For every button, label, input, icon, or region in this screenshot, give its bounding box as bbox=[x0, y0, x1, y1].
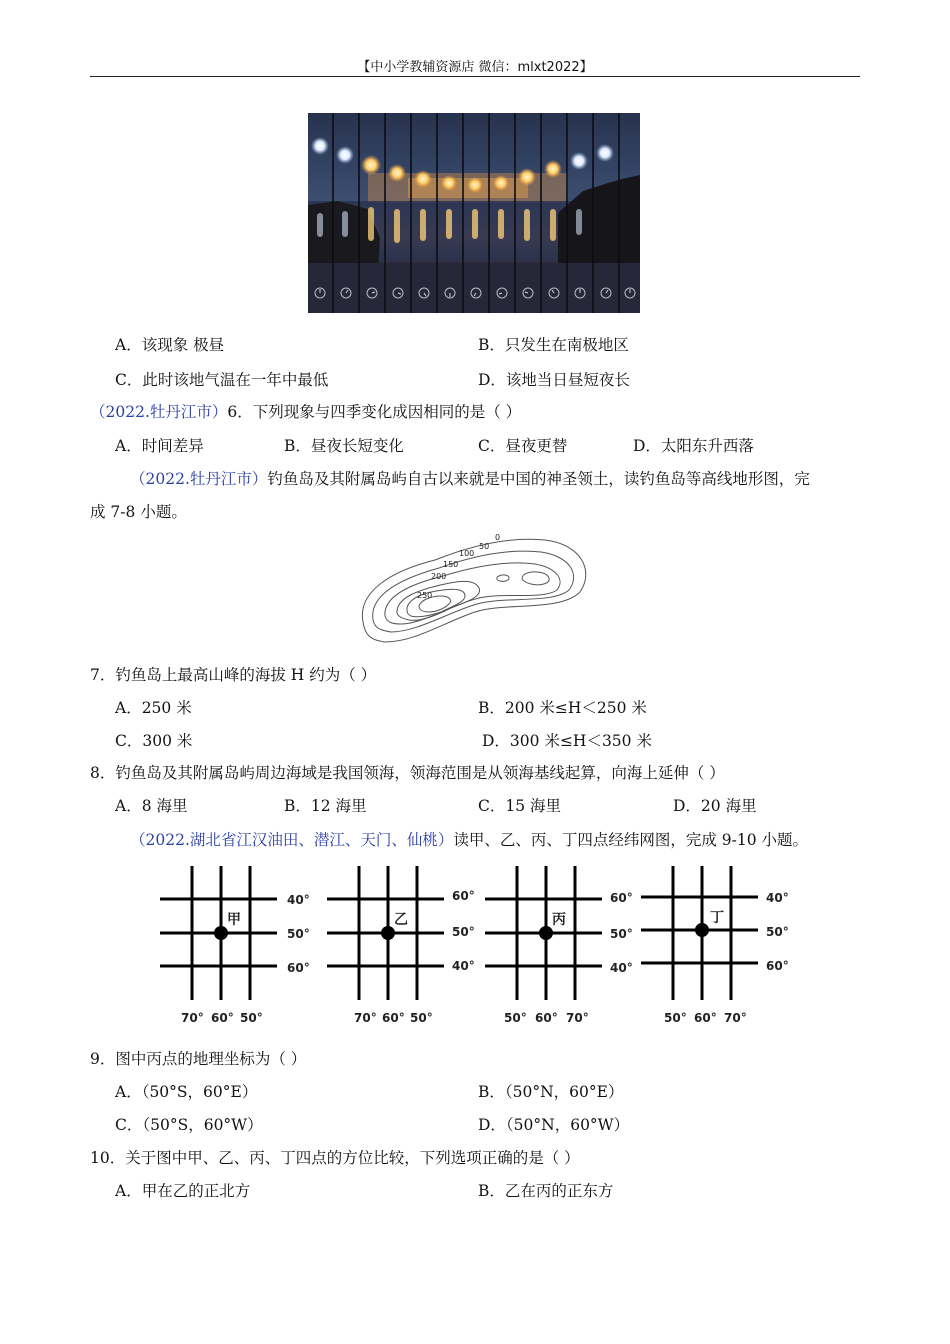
grid-yi-lat-1: 60° bbox=[452, 889, 475, 903]
intro-7-8-line1 bbox=[130, 467, 810, 489]
q8-stem: 8．钓鱼岛及其附属岛屿周边海域是我国领海，领海范围是从领海基线起算，向海上延伸（ ） bbox=[90, 764, 725, 782]
q9-option-c: C．（50°S，60°W） bbox=[115, 1116, 263, 1134]
intro-9-10-text: 读甲、乙、丙、丁四点经纬网图，完成 9-10 小题。 bbox=[453, 831, 809, 849]
grid-jia-lat-3: 60° bbox=[287, 961, 310, 975]
header-rule bbox=[90, 76, 860, 77]
grid-ding-lat-1: 40° bbox=[766, 891, 789, 905]
grid-jia-lon-3: 50° bbox=[240, 1011, 263, 1025]
grid-yi-lon-3: 50° bbox=[410, 1011, 433, 1025]
page-header: 【中小学教辅资源店 微信：mlxt2022】 bbox=[357, 60, 593, 75]
q9-option-d: D．（50°N，60°W） bbox=[478, 1116, 630, 1134]
grid-bing-lon-3: 70° bbox=[566, 1011, 589, 1025]
contour-label-150: 150 bbox=[443, 560, 459, 569]
contour-label-200: 200 bbox=[431, 572, 447, 581]
q6-option-a: A．时间差异 bbox=[115, 437, 204, 455]
grid-bing-point: 丙 bbox=[552, 912, 566, 928]
grid-bing-lat-2: 50° bbox=[610, 927, 633, 941]
grid-ding bbox=[636, 862, 806, 1030]
intro-7-8-text: 钓鱼岛及其附属岛屿自古以来就是中国的神圣领土，读钓鱼岛等高线地形图，完 bbox=[267, 470, 810, 488]
midnight-sun-photo bbox=[308, 113, 640, 313]
intro-9-10 bbox=[130, 828, 808, 850]
grid-ding-lat-3: 60° bbox=[766, 959, 789, 973]
q8-option-a: A．8 海里 bbox=[115, 797, 188, 815]
q5-option-c: C．此时该地气温在一年中最低 bbox=[115, 371, 329, 389]
intro-7-8-line2: 成 7-8 小题。 bbox=[90, 503, 187, 521]
grid-jia-lon-1: 70° bbox=[181, 1011, 204, 1025]
q6-source: （2022.牡丹江市） bbox=[90, 403, 228, 421]
grid-yi-lon-2: 60° bbox=[382, 1011, 405, 1025]
q7-option-d: D．300 米≤H＜350 米 bbox=[482, 732, 652, 750]
q10-stem: 10．关于图中甲、乙、丙、丁四点的方位比较，下列选项正确的是（ ） bbox=[90, 1149, 580, 1167]
q9-option-a: A．（50°S，60°E） bbox=[115, 1083, 258, 1101]
grid-bing bbox=[480, 862, 650, 1030]
contour-label-100: 100 bbox=[459, 549, 475, 558]
q8-option-c: C．15 海里 bbox=[478, 797, 562, 815]
grid-bing-lon-1: 50° bbox=[504, 1011, 527, 1025]
grid-ding-point: 丁 bbox=[710, 910, 724, 926]
q8-option-b: B．12 海里 bbox=[284, 797, 367, 815]
contour-label-50: 50 bbox=[479, 542, 490, 551]
q5-option-d: D．该地当日昼短夜长 bbox=[478, 371, 630, 389]
grid-yi bbox=[322, 862, 492, 1030]
q10-option-a: A．甲在乙的正北方 bbox=[115, 1182, 251, 1200]
q7-option-a: A．250 米 bbox=[115, 699, 192, 717]
grid-jia bbox=[155, 862, 325, 1030]
q8-option-d: D．20 海里 bbox=[673, 797, 757, 815]
q5-option-b: B．只发生在南极地区 bbox=[478, 336, 629, 354]
grid-jia-lon-2: 60° bbox=[211, 1011, 234, 1025]
grid-jia-lat-1: 40° bbox=[287, 893, 310, 907]
q6-option-c: C．昼夜更替 bbox=[478, 437, 568, 455]
grid-ding-lon-2: 60° bbox=[694, 1011, 717, 1025]
contour-label-0: 0 bbox=[495, 533, 501, 542]
grid-yi-lon-1: 70° bbox=[354, 1011, 377, 1025]
grid-bing-lon-2: 60° bbox=[535, 1011, 558, 1025]
intro-7-8-source: （2022.牡丹江市） bbox=[130, 470, 268, 488]
intro-9-10-source: （2022.湖北省江汉油田、潜江、天门、仙桃） bbox=[130, 831, 454, 849]
q10-option-b: B．乙在丙的正东方 bbox=[478, 1182, 614, 1200]
q7-option-c: C．300 米 bbox=[115, 732, 193, 750]
q7-stem: 7．钓鱼岛上最高山峰的海拔 H 约为（ ） bbox=[90, 666, 377, 684]
grid-yi-point: 乙 bbox=[394, 912, 408, 928]
grid-jia-lat-2: 50° bbox=[287, 927, 310, 941]
q6-option-d: D．太阳东升西落 bbox=[633, 437, 754, 455]
q6-stem bbox=[90, 400, 521, 422]
q5-option-a: A．该现象 极昼 bbox=[115, 336, 225, 354]
grid-yi-lat-3: 40° bbox=[452, 959, 475, 973]
grid-ding-lon-3: 70° bbox=[724, 1011, 747, 1025]
grid-ding-lon-1: 50° bbox=[664, 1011, 687, 1025]
contour-label-250: 250 bbox=[417, 591, 433, 600]
contour-map bbox=[355, 530, 595, 648]
q6-option-b: B．昼夜长短变化 bbox=[284, 437, 404, 455]
grid-yi-lat-2: 50° bbox=[452, 925, 475, 939]
grid-bing-lat-1: 60° bbox=[610, 891, 633, 905]
grid-bing-lat-3: 40° bbox=[610, 961, 633, 975]
q7-option-b: B．200 米≤H＜250 米 bbox=[478, 699, 647, 717]
q9-stem: 9．图中丙点的地理坐标为（ ） bbox=[90, 1050, 307, 1068]
grid-ding-lat-2: 50° bbox=[766, 925, 789, 939]
q6-text: 6．下列现象与四季变化成因相同的是（ ） bbox=[227, 403, 522, 421]
q9-option-b: B．（50°N，60°E） bbox=[478, 1083, 624, 1101]
grid-jia-point: 甲 bbox=[227, 912, 241, 928]
